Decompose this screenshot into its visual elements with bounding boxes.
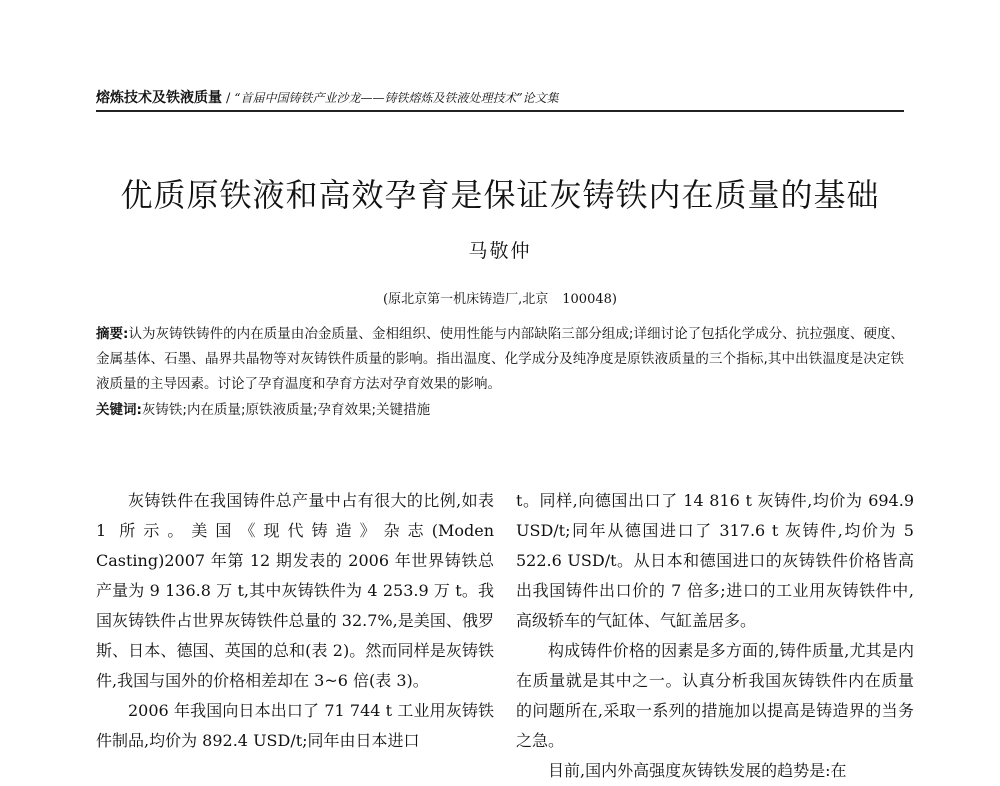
affiliation-org: (原北京第一机床铸造厂,北京 [383,292,549,307]
header-separator: / [226,91,231,106]
body-column-right [516,486,914,786]
keywords [96,398,904,423]
body-column-left [96,486,494,756]
abstract-text: 认为灰铸铁铸件的内在质量由冶金质量、金相组织、使用性能与内部缺陷三部分组成;详细讨论了包括化学成分、抗拉强度、硬度、金属基体、石墨、晶界共晶物等对灰铸铁件质量的影响。指出温度、化学成分及纯净度是原铁液质量的三个指标,其中出铁温度是决定铁液质量的主导因素。讨论了孕育温度和孕育方法对孕育效果的影响。 [96,326,904,392]
paragraph: 构成铸件价格的因素是多方面的,铸件质量,尤其是内在质量就是其中之一。认真分析我国灰铸铁件内在质量的问题所在,采取一系列的措施加以提高是铸造界的当务之急。 [516,641,914,750]
paragraph: 灰铸铁件在我国铸件总产量中占有很大的比例,如表 1 所示。美国《现代铸造》杂志(Moden Casting)2007 年第 12 期发表的 2006 年世界铸铁总产量为 9 136.8 万 t,其中灰铸铁件为 4 253.9 万 t。我国灰铸铁件占世界灰铸铁件总量的 32.7%,是美国、俄罗斯、日本、德国、英国的总和(表 2)。然而同样是灰铸铁件,我国与国外的价格相差却在 3~6 倍(表 3)。 [96,491,494,690]
journal-section-title: 熔炼技术及铁液质量 [96,90,222,106]
paragraph: 目前,国内外高强度灰铸铁发展的趋势是:在 [548,761,847,780]
affiliation-postcode: 100048) [562,292,617,307]
paragraph: 2006 年我国向日本出口了 71 744 t 工业用灰铸铁件制品,均价为 892.4 USD/t;同年由日本进口 [96,701,494,750]
paragraph-continued: t。同样,向德国出口了 14 816 t 灰铸件,均价为 694.9 USD/t;同年从德国进口了 317.6 t 灰铸件,均价为 5 522.6 USD/t。从日本和德国进口的灰铸铁件价格皆高出我国铸件出口价的 7 倍多;进口的工业用灰铸铁件中,高级轿车的气缸体、气缸盖居多。 [516,491,914,630]
author: 马敬仲 [468,240,532,262]
running-header [96,88,904,112]
abstract-label: 摘要: [96,326,129,342]
keywords-text: 灰铸铁;内在质量;原铁液质量;孕育效果;关键措施 [141,402,431,418]
proceedings-title: “首届中国铸铁产业沙龙——铸铁熔炼及铁液处理技术”论文集 [234,91,559,105]
affiliation [0,288,1000,307]
abstract [96,322,904,397]
keywords-label: 关键词: [96,402,142,418]
paper-title: 优质原铁液和高效孕育是保证灰铸铁内在质量的基础 [120,176,880,214]
